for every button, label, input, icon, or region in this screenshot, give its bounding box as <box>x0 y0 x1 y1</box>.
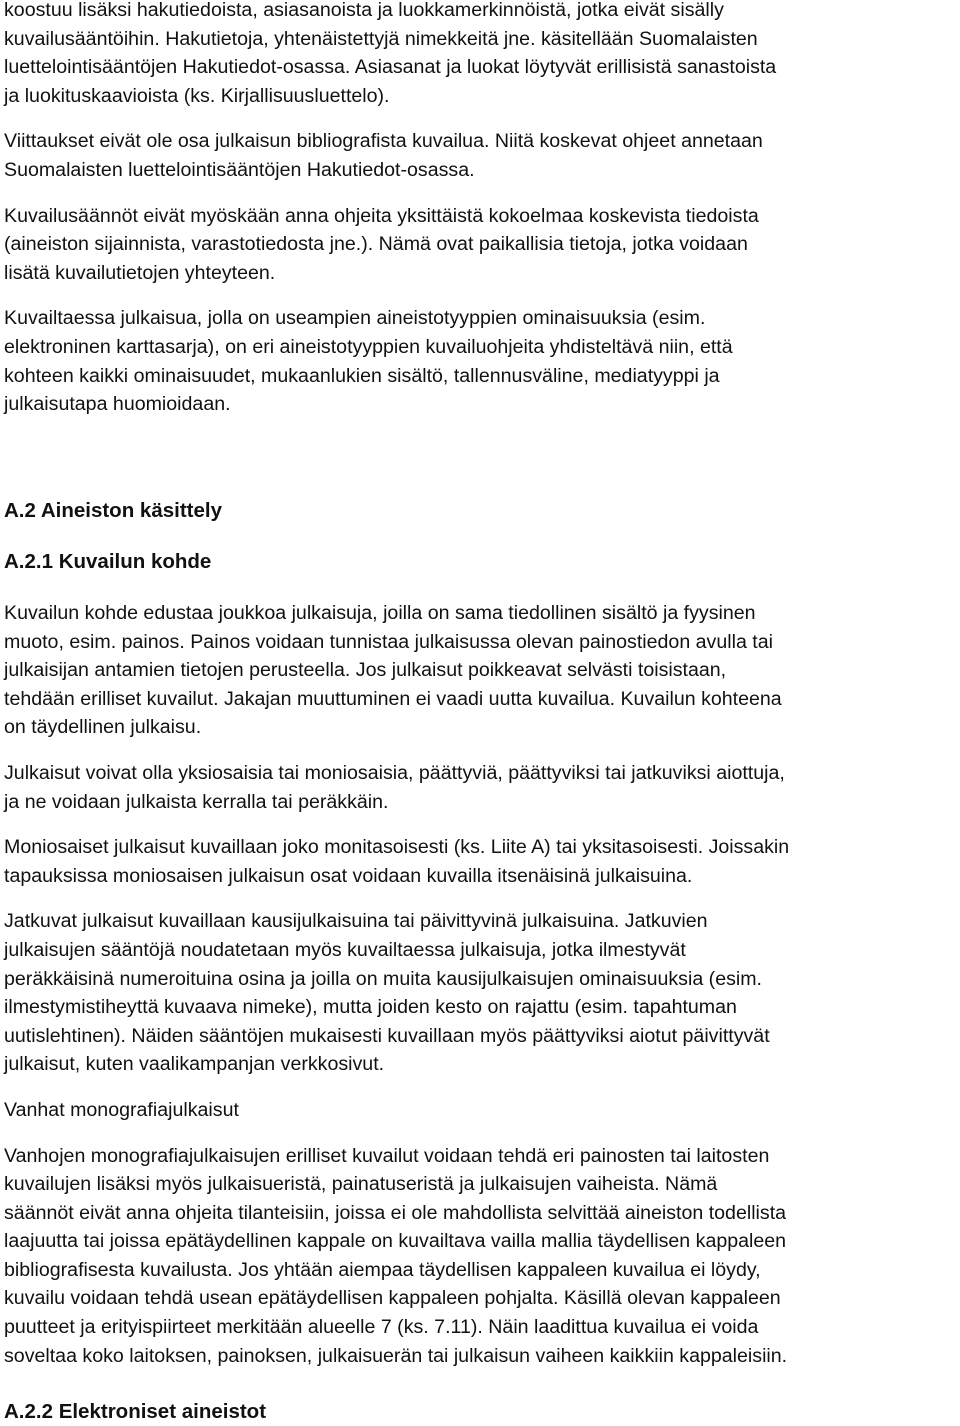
text-line: julkaisujen sääntöjä noudatetaan myös kuvailtaessa julkaisuja, jotka ilmestyvät <box>4 938 686 961</box>
kuvailun-kohde-section <box>4 599 958 1370</box>
text-line: Vanhat monografiajulkaisut <box>4 1098 239 1121</box>
paragraph <box>4 599 958 742</box>
paragraph <box>4 304 958 418</box>
text-line: tapauksissa moniosaisen julkaisun osat voidaan kuvailla itsenäisinä julkaisuina. <box>4 864 693 887</box>
text-line: Viittaukset eivät ole osa julkaisun bibliografista kuvailua. Niitä koskevat ohjeet annetaan <box>4 130 763 153</box>
text-line: Kuvailun kohde edustaa joukkoa julkaisuja, joilla on sama tiedollinen sisältö ja fyysinen <box>4 602 756 624</box>
text-line: julkaisut, kuten vaalikampanjan verkkosivut. <box>4 1053 385 1076</box>
text-line: bibliografisesta kuvailusta. Jos yhtään aiempaa täydellisen kappaleen kuvailua ei löydy, <box>4 1258 761 1281</box>
text-line: puutteet ja erityispiirteet merkitään alueelle 7 (ks. 7.11). Näin laadittua kuvailua ei voida <box>4 1316 759 1339</box>
text-line: soveltaa koko laitoksen, painoksen, julkaisuerän tai julkaisun vaiheen kaikkiin kappaleisiin. <box>4 1344 788 1367</box>
text-line: ilmestymistiheyttä kuvaava nimeke), mutta joiden kesto on rajattu (esim. tapahtuman <box>4 996 737 1019</box>
section-heading-a2: A.2 Aineiston käsittely <box>4 499 222 522</box>
text-line: säännöt eivät anna ohjeita tilanteisiin, joissa ei ole mahdollista selvittää aineiston todellista <box>4 1201 787 1224</box>
text-line: kohteen kaikki ominaisuudet, mukaanlukien sisältö, tallennusväline, mediatyyppi ja <box>4 364 720 387</box>
text-line: luettelointisääntöjen Hakutiedot-osassa. Asiasanat ja luokat löytyvät erillisistä sanastoista <box>4 56 777 79</box>
text-line: elektroninen karttasarja), on eri aineistotyyppien kuvailuohjeita yhdisteltävä niin, että <box>4 335 733 358</box>
text-line: Vanhojen monografiajulkaisujen erilliset kuvailut voidaan tehdä eri painosten tai laitosten <box>4 1144 770 1167</box>
paragraph <box>4 907 958 1079</box>
text-line: kuvailujen lisäksi myös julkaisueristä, painatuseristä ja julkaisujen vaiheista. Nämä <box>4 1173 718 1196</box>
text-line: kuvailu voidaan tehdä usean epätäydellisen kappaleen pohjalta. Käsillä olevan kappaleen <box>4 1287 781 1310</box>
paragraph <box>4 202 958 288</box>
text-line: ja ne voidaan julkaista kerralla tai peräkkäin. <box>4 790 389 813</box>
section-heading-a22: A.2.2 Elektroniset aineistot <box>4 1400 267 1423</box>
text-line: (aineiston sijainnista, varastotiedosta jne.). Nämä ovat paikallisia tietoja, jotka voidaan <box>4 233 748 256</box>
text-line: koostuu lisäksi hakutiedoista, asiasanoista ja luokkamerkinnöistä, jotka eivät sisälly <box>4 0 724 21</box>
text-line: lisätä kuvailutietojen yhteyteen. <box>4 261 276 284</box>
text-line: uutislehtinen). Näiden sääntöjen mukaisesti kuvaillaan myös päättyviksi aiotut päivittyvät <box>4 1024 770 1047</box>
text-line: Kuvailtaessa julkaisua, jolla on useampien aineistotyyppien ominaisuuksia (esim. <box>4 307 706 330</box>
paragraph <box>4 0 958 110</box>
paragraph <box>4 127 958 184</box>
text-line: Julkaisut voivat olla yksiosaisia tai moniosaisia, päättyviä, päättyviksi tai jatkuviksi aiottuja, <box>4 761 785 784</box>
text-line: peräkkäisinä numeroituina osina ja joilla on muita kausijulkaisujen ominaisuuksia (esim. <box>4 967 763 990</box>
text-line: Kuvailusäännöt eivät myöskään anna ohjeita yksittäistä kokoelmaa koskevista tiedoista <box>4 204 759 227</box>
text-line: julkaisijan antamien tietojen perusteella. Jos julkaisut poikkeavat selvästi toisistaan, <box>4 659 727 682</box>
text-line: muoto, esim. painos. Painos voidaan tunnistaa julkaisussa olevan painostiedon avulla tai <box>4 630 773 653</box>
text-line: Jatkuvat julkaisut kuvaillaan kausijulkaisuina tai päivittyvinä julkaisuina. Jatkuvien <box>4 910 708 933</box>
text-line: laajuutta tai joissa epätäydellinen kappale on kuvailtava vailla mallia täydellisen kappaleen <box>4 1230 787 1253</box>
paragraph <box>4 833 958 890</box>
text-line: kuvailusääntöihin. Hakutietoja, yhtenäistettyjä nimekkeitä jne. käsitellään Suomalaisten <box>4 27 758 50</box>
text-line: on täydellinen julkaisu. <box>4 716 202 739</box>
text-line: Suomalaisten luettelointisääntöjen Hakutiedot-osassa. <box>4 158 475 181</box>
text-line: Moniosaiset julkaisut kuvaillaan joko monitasoisesti (ks. Liite A) tai yksitasoisesti. Joissakin <box>4 836 790 859</box>
paragraph <box>4 1142 958 1371</box>
text-line: ja luokituskaavioista (ks. Kirjallisuusluettelo). <box>4 84 390 107</box>
section-heading-a21: A.2.1 Kuvailun kohde <box>4 550 212 573</box>
subheading <box>4 1096 958 1125</box>
intro-section <box>4 0 958 419</box>
text-line: tehdään erilliset kuvailut. Jakajan muuttuminen ei vaadi uutta kuvailua. Kuvailun kohteena <box>4 687 782 710</box>
text-line: julkaisutapa huomioidaan. <box>4 393 231 416</box>
paragraph <box>4 759 958 816</box>
